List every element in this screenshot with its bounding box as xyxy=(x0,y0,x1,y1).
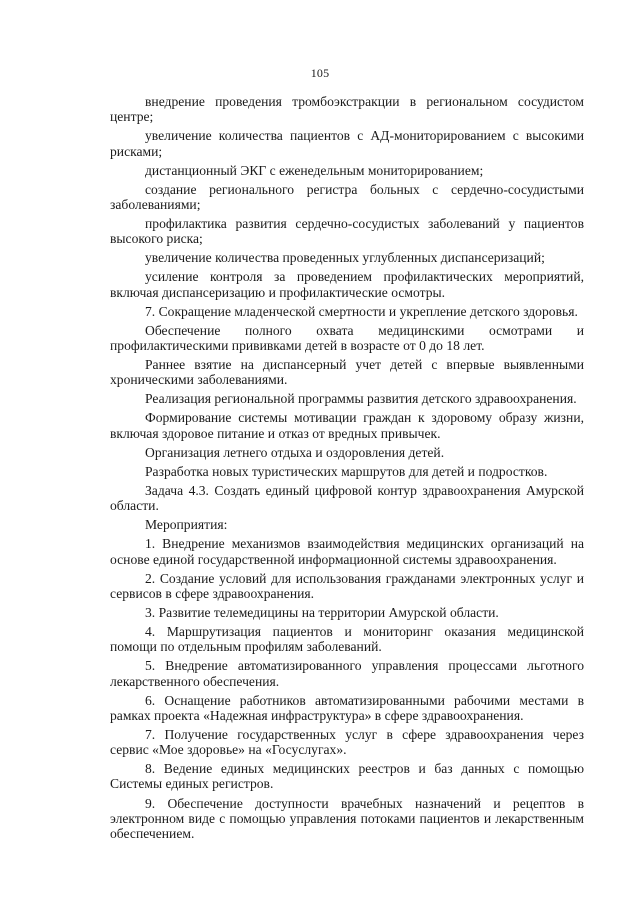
paragraph: усиление контроля за проведением профилактических мероприятий, включая диспансеризацию и профилактические осмотры. xyxy=(110,269,584,300)
paragraph: Организация летнего отдыха и оздоровления детей. xyxy=(145,444,445,460)
paragraph: профилактика развития сердечно-сосудистых заболеваний у пациентов высокого риска; xyxy=(110,215,584,247)
list-item: 7. Получение государственных услуг в сфере здравоохранения через сервис «Мое здоровье» на «Госуслугах». xyxy=(110,726,584,758)
list-item: 4. Маршрутизация пациентов и мониторинг оказания медицинской помощи по отдельным профилям заболеваний. xyxy=(110,624,584,655)
paragraph: Разработка новых туристических маршрутов для детей и подростков. xyxy=(145,463,548,479)
list-item: 8. Ведение единых медицинских реестров и баз данных с помощью Системы единых регистров. xyxy=(110,761,584,792)
list-item: 3. Развитие телемедицины на территории Амурской области. xyxy=(145,604,499,620)
paragraph: внедрение проведения тромбоэкстракции в региональном сосудистом центре; xyxy=(110,94,584,125)
paragraph: Обеспечение полного охвата медицинскими осмотрами и профилактическими прививками детей в возрасте от 0 до 18 лет. xyxy=(110,322,584,353)
list-item: 6. Оснащение работников автоматизированными рабочими местами в рамках проекта «Надежная инфраструктура» в сфере здравоохранения. xyxy=(110,692,584,723)
document-body xyxy=(110,94,584,845)
paragraph: создание регионального регистра больных с сердечно-сосудистыми заболеваниями; xyxy=(110,181,584,212)
paragraph: Формирование системы мотивации граждан к здоровому образу жизни, включая здоровое питание и отказ от вредных привычек. xyxy=(110,410,584,441)
list-item: 2. Создание условий для использования гражданами электронных услуг и сервисов в сфере здравоохранения. xyxy=(110,570,584,601)
list-item: 9. Обеспечение доступности врачебных назначений и рецептов в электронном виде с помощью управления потоками пациентов и лекарственным обеспечением. xyxy=(110,795,584,841)
paragraph: 7. Сокращение младенческой смертности и укрепление детского здоровья. xyxy=(145,303,578,319)
page-number: 105 xyxy=(310,66,330,80)
paragraph: Реализация региональной программы развития детского здравоохранения. xyxy=(145,391,577,407)
paragraph: увеличение количества проведенных углубленных диспансеризаций; xyxy=(145,250,545,266)
paragraph: увеличение количества пациентов с АД-мониторированием с высокими рисками; xyxy=(110,128,584,159)
list-item: 5. Внедрение автоматизированного управления процессами льготного лекарственного обеспечения. xyxy=(110,658,584,689)
paragraph: Раннее взятие на диспансерный учет детей с впервые выявленными хроническими заболеваниями. xyxy=(110,357,584,388)
list-item: 1. Внедрение механизмов взаимодействия медицинских организаций на основе единой государственной информационной системы здравоохранения. xyxy=(110,536,584,567)
paragraph: дистанционный ЭКГ с еженедельным мониторированием; xyxy=(145,162,484,178)
measures-heading: Мероприятия: xyxy=(145,517,228,533)
task-heading: Задача 4.3. Создать единый цифровой контур здравоохранения Амурской области. xyxy=(110,482,584,514)
